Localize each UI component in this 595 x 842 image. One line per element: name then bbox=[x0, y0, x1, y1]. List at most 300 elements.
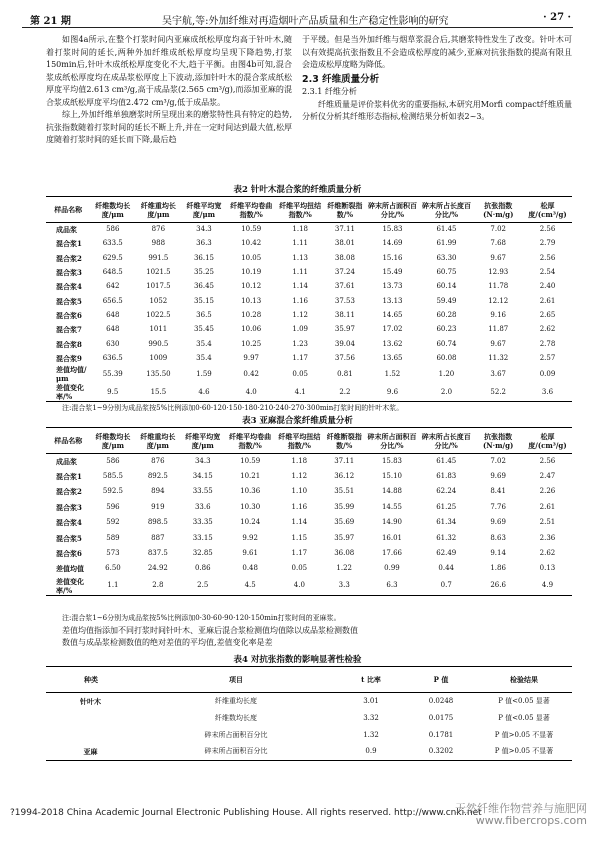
table-cell: 35.4 bbox=[196, 339, 212, 348]
table-cell: 876 bbox=[151, 225, 166, 234]
table-cell: 9.69 bbox=[490, 518, 506, 527]
row-label: 混合浆6 bbox=[56, 310, 82, 320]
row-label: 混合浆5 bbox=[56, 533, 82, 543]
table-cell: 26.6 bbox=[473, 577, 523, 596]
table-row bbox=[46, 530, 572, 545]
table-cell: 2.36 bbox=[539, 533, 556, 542]
table-cell: 35.97 bbox=[334, 325, 355, 334]
page-header bbox=[22, 10, 573, 28]
table-cell: 4.6 bbox=[182, 383, 227, 402]
table-cell: 34.15 bbox=[192, 472, 213, 481]
table-cell: 1022.5 bbox=[146, 310, 171, 319]
table-cell: 1.11 bbox=[292, 239, 308, 248]
table-cell: 1.12 bbox=[292, 310, 308, 319]
table-row bbox=[46, 454, 572, 469]
table-cell: 碎末所占面积百分比 bbox=[136, 744, 336, 761]
table-cell: 887 bbox=[151, 533, 165, 542]
table-cell: 0.1781 bbox=[428, 730, 454, 739]
table-cell: 0.86 bbox=[194, 564, 211, 573]
table-row bbox=[46, 323, 572, 337]
table-cell: 35.99 bbox=[334, 502, 355, 511]
table-cell: 4.0 bbox=[275, 577, 323, 596]
table-header-cell: 纤维断裂指数/% bbox=[324, 197, 365, 223]
section-heading: 2.3 纤维质量分析 bbox=[302, 73, 380, 85]
table-cell: 35.45 bbox=[193, 325, 214, 334]
table-cell: P 值>0.05 不显著 bbox=[476, 744, 572, 761]
table-header-cell: 碎末所占长度百分比/% bbox=[419, 428, 473, 454]
table-cell: 1.59 bbox=[196, 369, 212, 378]
table4-caption: 表4 对抗张指数的影响显著性检验 bbox=[233, 655, 362, 665]
table3-caption: 表3 亚麻混合浆纤维质量分析 bbox=[242, 416, 353, 426]
table-cell: 38.11 bbox=[334, 310, 355, 319]
table-cell: 6.50 bbox=[105, 564, 121, 573]
table4 bbox=[46, 666, 572, 761]
table-header-cell: 样品名称 bbox=[46, 428, 90, 454]
row-label: 混合浆8 bbox=[56, 339, 82, 349]
table-cell: 3.32 bbox=[363, 713, 379, 722]
row-label: 混合浆7 bbox=[56, 325, 82, 335]
table-cell: 38.01 bbox=[334, 239, 355, 248]
table-cell: 14.65 bbox=[382, 310, 403, 319]
table-cell: 60.14 bbox=[436, 282, 457, 291]
table-cell: 52.2 bbox=[473, 383, 522, 402]
table-cell: 1.09 bbox=[292, 325, 308, 334]
table-row bbox=[46, 265, 572, 279]
row-label: 混合浆3 bbox=[56, 268, 82, 278]
table-cell: 9.97 bbox=[243, 353, 259, 362]
table-cell: 15.10 bbox=[381, 472, 402, 481]
table-cell: 14.90 bbox=[381, 518, 402, 527]
table-cell: 10.36 bbox=[240, 487, 261, 496]
table-cell: 1.10 bbox=[291, 487, 308, 496]
table-cell: 13.13 bbox=[382, 296, 403, 305]
row-label: 亚麻 bbox=[46, 744, 136, 761]
table-cell: 15.83 bbox=[381, 456, 402, 465]
table-cell: 9.69 bbox=[490, 472, 506, 481]
row-label bbox=[46, 710, 136, 727]
table-cell: 592.5 bbox=[102, 487, 123, 496]
table-cell: 37.56 bbox=[334, 353, 355, 362]
table-header-cell: 松厚度/(cm³/g) bbox=[523, 428, 572, 454]
left-column bbox=[46, 34, 292, 147]
table-cell: 8.41 bbox=[490, 487, 506, 496]
table-cell: 586 bbox=[106, 456, 120, 465]
table-cell: 60.28 bbox=[436, 310, 457, 319]
table-cell: 32.85 bbox=[192, 549, 213, 558]
table-row bbox=[46, 500, 572, 515]
table-header-cell: t 比率 bbox=[336, 667, 406, 693]
row-label: 混合浆2 bbox=[56, 253, 82, 263]
table-cell: 1.18 bbox=[291, 456, 308, 465]
table-cell: 34.3 bbox=[196, 225, 212, 234]
table-cell: 1.52 bbox=[384, 369, 401, 378]
table-header-cell: 碎末所占长度百分比/% bbox=[419, 197, 473, 223]
table-cell: 17.02 bbox=[382, 325, 403, 334]
table-cell: 135.50 bbox=[146, 369, 171, 378]
table-cell: 16.01 bbox=[381, 533, 402, 542]
table-header-cell: 样品名称 bbox=[46, 197, 90, 223]
row-label: 差值均值 bbox=[56, 564, 84, 574]
table-cell: 0.05 bbox=[291, 564, 308, 573]
row-label: 混合浆1 bbox=[56, 239, 82, 249]
body-paragraph: 于平缓。但是当外加纤维与烟草浆混合后,其磨浆特性发生了改变。针叶木可以有效提高抗张指数且不会造成松厚度的减少,亚麻对抗张指数的提高有限且会造成松厚度略为降低。 bbox=[302, 35, 572, 69]
table-cell: 33.35 bbox=[192, 518, 213, 527]
table-cell: 35.51 bbox=[334, 487, 355, 496]
table-cell: 11.87 bbox=[488, 325, 509, 334]
table-cell: 0.0175 bbox=[428, 713, 454, 722]
table-cell: 0.09 bbox=[539, 369, 556, 378]
table-cell: 35.69 bbox=[334, 518, 355, 527]
table-cell: 6.3 bbox=[365, 577, 419, 596]
table-cell: P 值>0.05 不显著 bbox=[494, 730, 554, 739]
table-cell: 589 bbox=[106, 533, 120, 542]
row-label: 混合浆6 bbox=[56, 549, 82, 559]
table-cell: 1.22 bbox=[336, 564, 353, 573]
table-cell: 596 bbox=[106, 502, 120, 511]
table-cell: 纤维重均长度 bbox=[215, 696, 257, 705]
table-cell: 0.99 bbox=[384, 564, 400, 573]
table-cell: 2.62 bbox=[539, 549, 556, 558]
table-cell: 2.54 bbox=[539, 268, 556, 277]
table-cell: 0.0248 bbox=[428, 696, 454, 705]
table-row bbox=[46, 383, 572, 402]
table-cell: 63.30 bbox=[436, 253, 457, 262]
right-column bbox=[302, 34, 572, 124]
table-cell: 15.5 bbox=[135, 383, 181, 402]
table-cell: 59.49 bbox=[436, 296, 457, 305]
table-cell: 15.16 bbox=[382, 253, 403, 262]
table-cell: 1.15 bbox=[291, 533, 308, 542]
row-label: 差值均值/μm bbox=[56, 365, 87, 384]
table-cell: 61.25 bbox=[436, 502, 457, 511]
table-row bbox=[46, 351, 572, 365]
table-cell: 11.78 bbox=[488, 282, 509, 291]
body-paragraph: 差值均值指添加不同打浆时间针叶木、亚麻后混合浆检测值均值除以成品浆检测数值 bbox=[62, 626, 358, 635]
table-cell: 7.02 bbox=[490, 456, 506, 465]
table-cell: 1.86 bbox=[490, 564, 506, 573]
running-title: 吴宇航,等:外加纤维对再造烟叶产品质量和生产稳定性影响的研究 bbox=[162, 16, 449, 27]
table-cell: 61.45 bbox=[436, 456, 457, 465]
table-cell: 2.40 bbox=[539, 282, 556, 291]
table3 bbox=[46, 427, 572, 596]
table-cell: 9.16 bbox=[490, 310, 507, 319]
table-header-cell: 纤维平均卷曲指数/% bbox=[225, 428, 275, 454]
table-cell: 10.12 bbox=[241, 282, 262, 291]
row-label: 混合浆3 bbox=[56, 502, 82, 512]
table-cell: 573 bbox=[106, 549, 120, 558]
table-cell: 36.12 bbox=[334, 472, 355, 481]
table-cell: 9.6 bbox=[365, 383, 419, 402]
table-header-cell: 纤维数均长度/μm bbox=[90, 428, 135, 454]
table-cell: 876 bbox=[151, 456, 165, 465]
table-row bbox=[46, 561, 572, 576]
watermark-url: www.fibercrops.com bbox=[475, 814, 587, 827]
table-cell: 2.2 bbox=[324, 383, 365, 402]
table-row bbox=[46, 484, 572, 499]
table-cell: 12.93 bbox=[488, 268, 509, 277]
table-cell: 8.63 bbox=[490, 533, 506, 542]
table-cell: 0.3202 bbox=[406, 744, 476, 761]
table-cell: 3.6 bbox=[523, 383, 572, 402]
table-cell: 2.62 bbox=[539, 325, 556, 334]
table-cell: 1017.5 bbox=[146, 282, 171, 291]
table-cell: 9.92 bbox=[242, 533, 258, 542]
table-row bbox=[46, 727, 572, 744]
table-header-cell: 纤维平均扭结指数/% bbox=[275, 428, 323, 454]
table-cell: 4.9 bbox=[523, 577, 572, 596]
row-label: 混合浆4 bbox=[56, 282, 82, 292]
table-cell: 39.04 bbox=[334, 339, 355, 348]
row-label: 针叶木 bbox=[80, 696, 101, 706]
watermark-text: 天然纤维作物营养与施肥网 bbox=[455, 802, 587, 815]
row-label: 成品浆 bbox=[56, 225, 77, 235]
table-cell: 648.5 bbox=[102, 268, 123, 277]
table-cell: 2.56 bbox=[539, 225, 556, 234]
body-paragraph: 纤维质量是评价浆料优劣的重要指标,本研究用Morfi compact纤维质量分析仪分析其纤维形态指标,检测结果分析如表2~3。 bbox=[302, 99, 572, 121]
table-cell: 2.57 bbox=[539, 353, 556, 362]
table-cell: 55.39 bbox=[102, 369, 123, 378]
table-cell: 2.26 bbox=[539, 487, 556, 496]
table-cell: 592 bbox=[106, 518, 120, 527]
table-cell: 37.61 bbox=[334, 282, 355, 291]
table-header-cell: P 值 bbox=[406, 667, 476, 693]
table-cell: 60.08 bbox=[436, 353, 457, 362]
table-row bbox=[46, 337, 572, 351]
table-cell: 919 bbox=[151, 502, 165, 511]
table-header-cell: 种类 bbox=[46, 667, 136, 693]
table-cell: 2.61 bbox=[539, 502, 556, 511]
table-cell: 33.15 bbox=[192, 533, 213, 542]
table-cell: 2.79 bbox=[539, 239, 556, 248]
table-cell: 61.32 bbox=[436, 533, 457, 542]
table-cell: 35.97 bbox=[334, 533, 355, 542]
table-cell: 37.11 bbox=[334, 225, 355, 234]
table-header-cell: 抗张指数(N·m/g) bbox=[473, 428, 523, 454]
table-cell: 14.55 bbox=[381, 502, 402, 511]
table-cell: 586 bbox=[106, 225, 120, 234]
table-cell: 642 bbox=[106, 282, 120, 291]
table-cell: 4.0 bbox=[226, 383, 276, 402]
table-cell: P 值<0.05 显著 bbox=[498, 713, 550, 722]
table-cell: 13.62 bbox=[382, 339, 403, 348]
table-cell: 1.20 bbox=[438, 369, 455, 378]
table-row bbox=[46, 469, 572, 484]
table-cell: 0.9 bbox=[336, 744, 406, 761]
table-cell: 36.15 bbox=[193, 253, 214, 262]
page-number: · 27 · bbox=[543, 12, 571, 23]
row-label: 混合浆5 bbox=[56, 296, 82, 306]
table-cell: 10.59 bbox=[240, 456, 261, 465]
table-cell: 2.8 bbox=[135, 577, 180, 596]
table-row bbox=[46, 546, 572, 561]
table-row bbox=[46, 744, 572, 761]
table-cell: 7.02 bbox=[490, 225, 507, 234]
table-cell: 2.65 bbox=[539, 310, 556, 319]
table-cell: 1011 bbox=[149, 325, 168, 334]
table-cell: 碎末所占面积百分比 bbox=[204, 730, 268, 739]
table-cell: 10.42 bbox=[241, 239, 262, 248]
table-header-cell: 检验结果 bbox=[476, 667, 572, 693]
table-cell: 648 bbox=[106, 310, 120, 319]
row-label: 混合浆2 bbox=[56, 487, 82, 497]
table-cell: 1.11 bbox=[292, 268, 308, 277]
table-cell: 0.05 bbox=[292, 369, 308, 378]
table-row bbox=[46, 280, 572, 294]
table-cell: 837.5 bbox=[147, 549, 168, 558]
table-cell: 10.24 bbox=[240, 518, 261, 527]
table-cell: 10.05 bbox=[241, 253, 262, 262]
table-header-cell: 碎末所占面积百分比/% bbox=[365, 428, 419, 454]
table-cell: 24.92 bbox=[147, 564, 168, 573]
row-label: 差值变化率/% bbox=[46, 383, 90, 402]
table-cell: 36.5 bbox=[196, 310, 212, 319]
table-row bbox=[46, 237, 572, 251]
table-cell: 62.24 bbox=[436, 487, 457, 496]
watermark bbox=[455, 803, 587, 827]
subsection-heading: 2.3.1 纤维分析 bbox=[302, 87, 357, 96]
table-row bbox=[46, 223, 572, 237]
table-cell: 2.56 bbox=[539, 253, 556, 262]
table-cell: 61.83 bbox=[436, 472, 457, 481]
table-header-cell: 纤维数均长度/μm bbox=[90, 197, 135, 223]
table2-caption: 表2 针叶木混合浆的纤维质量分析 bbox=[233, 185, 362, 195]
table-cell: 630 bbox=[106, 339, 120, 348]
table-cell: 7.68 bbox=[490, 239, 507, 248]
table-row bbox=[46, 515, 572, 530]
table-cell: 988 bbox=[151, 239, 166, 248]
table2-note: 注:混合浆1~9分别为成品浆按5%比例添加0·60·120·150·180·210·240·270·300min打浆时间的针叶木浆。 bbox=[62, 404, 404, 412]
table-cell: 38.08 bbox=[334, 253, 355, 262]
table-row bbox=[46, 693, 572, 710]
row-label: 混合浆9 bbox=[56, 353, 82, 363]
table-cell: 10.19 bbox=[241, 268, 262, 277]
table-cell: 4.5 bbox=[225, 577, 275, 596]
table-cell: 10.59 bbox=[241, 225, 262, 234]
table-cell: 1.23 bbox=[292, 339, 308, 348]
table-cell: 1.32 bbox=[363, 730, 379, 739]
table-cell: 1.17 bbox=[291, 549, 308, 558]
table-cell: 9.5 bbox=[90, 383, 135, 402]
table-cell: 10.13 bbox=[241, 296, 262, 305]
table-cell: 9.67 bbox=[490, 253, 507, 262]
table-cell: 36.3 bbox=[196, 239, 212, 248]
table-cell: 35.4 bbox=[196, 353, 212, 362]
table-cell: 1.14 bbox=[292, 282, 308, 291]
row-label: 混合浆4 bbox=[56, 518, 82, 528]
table-row bbox=[46, 577, 572, 596]
table-cell: 15.83 bbox=[382, 225, 403, 234]
table-cell: 2.78 bbox=[539, 339, 556, 348]
table-cell: 14.88 bbox=[381, 487, 402, 496]
table-cell: 0.44 bbox=[438, 564, 454, 573]
row-label: 成品浆 bbox=[56, 456, 77, 466]
copyright-footer: ?1994-2018 China Academic Journal Electronic Publishing House. All rights reserved. http://www.cnki.net bbox=[10, 808, 482, 818]
table-header-cell: 项目 bbox=[136, 667, 336, 693]
table-cell: 9.14 bbox=[490, 549, 506, 558]
table-cell: 2.61 bbox=[539, 296, 556, 305]
table-row bbox=[46, 710, 572, 727]
table-cell: 15.49 bbox=[382, 268, 403, 277]
table-cell: 35.25 bbox=[193, 268, 214, 277]
table-cell: 61.45 bbox=[436, 225, 457, 234]
table-cell: 60.23 bbox=[436, 325, 457, 334]
table-cell: 37.11 bbox=[334, 456, 355, 465]
table-cell: 10.06 bbox=[241, 325, 262, 334]
table-cell: 0.42 bbox=[243, 369, 259, 378]
table-cell: 2.5 bbox=[180, 577, 225, 596]
table-row bbox=[46, 365, 572, 383]
body-paragraph: 数值与成品浆检测数值的绝对差值的平均值,差值变化率是差 bbox=[62, 638, 273, 647]
table-header-cell: 抗张指数(N·m/g) bbox=[473, 197, 522, 223]
table-cell: 61.99 bbox=[436, 239, 457, 248]
row-label: 混合浆1 bbox=[56, 472, 82, 482]
table-cell: 1.16 bbox=[292, 296, 308, 305]
table2 bbox=[46, 196, 572, 402]
table-cell: 37.53 bbox=[334, 296, 355, 305]
table-cell: 9.67 bbox=[490, 339, 507, 348]
table-cell: 2.56 bbox=[539, 456, 556, 465]
table-cell: 13.65 bbox=[382, 353, 403, 362]
table-row bbox=[46, 251, 572, 265]
table-cell: 1.12 bbox=[291, 472, 308, 481]
body-paragraph: 如图4a所示,在整个打浆时间内亚麻成纸松厚度均高于针叶木,随着打浆时间的延长,两种外加纤维成纸松厚度均呈现下降趋势,打浆150min后,针叶木成纸松厚度变化不大,趋于平衡。由图4b可知,混合浆成纸松厚度均在成品浆松厚度上下波动,添加针叶木的混合浆成纸松厚度平均值2.613 cm³/g,高于成品浆(2.565 cm³/g),而添加亚麻的混合浆成纸松厚度平均值2.472 cm³/g,低于成品浆。 bbox=[46, 35, 292, 107]
table-cell: 37.24 bbox=[334, 268, 355, 277]
row-label: 差值变化率/% bbox=[46, 577, 90, 596]
table-header-cell: 纤维重均长度/μm bbox=[135, 197, 181, 223]
table-cell: 62.49 bbox=[436, 549, 457, 558]
body-paragraph: 综上,外加纤维单独磨浆时所呈现出来的磨浆特性具有特定的趋势,抗张指数随着打浆时间的延长不断上升,并在一定时间达到最大值,松厚度随着打浆时间的延长而下降,最后趋 bbox=[46, 110, 292, 144]
table-cell: 10.30 bbox=[240, 502, 261, 511]
table-cell: 2.0 bbox=[419, 383, 473, 402]
table-header-cell: 松厚度/(cm³/g) bbox=[523, 197, 572, 223]
table3-note: 注:混合浆1~6分别为成品浆按5%比例添加0·30·60·90·120·150min打浆时间的亚麻浆。 bbox=[62, 614, 341, 622]
table-cell: 629.5 bbox=[102, 253, 123, 262]
table-cell: 3.01 bbox=[363, 696, 379, 705]
between-text bbox=[62, 625, 562, 649]
table-cell: 11.32 bbox=[488, 353, 509, 362]
table-cell: 10.28 bbox=[241, 310, 262, 319]
table-header-cell: 碎末所占面积百分比/% bbox=[365, 197, 419, 223]
table-cell: 2.47 bbox=[539, 472, 556, 481]
table-cell: 898.5 bbox=[147, 518, 168, 527]
table-header-cell: 纤维断裂指数/% bbox=[324, 428, 365, 454]
row-label bbox=[46, 727, 136, 744]
table-cell: 13.73 bbox=[382, 282, 403, 291]
table-cell: 61.34 bbox=[436, 518, 457, 527]
table-cell: 3.3 bbox=[324, 577, 365, 596]
table-header-cell: 纤维平均扭结指数/% bbox=[276, 197, 324, 223]
table-row bbox=[46, 294, 572, 308]
table-cell: 12.12 bbox=[488, 296, 509, 305]
table-cell: 1.13 bbox=[292, 253, 308, 262]
table-cell: 17.66 bbox=[381, 549, 402, 558]
table-cell: 0.13 bbox=[539, 564, 556, 573]
table-cell: 1.18 bbox=[292, 225, 308, 234]
table-row bbox=[46, 308, 572, 322]
table-cell: 1052 bbox=[149, 296, 168, 305]
table-cell: 36.08 bbox=[334, 549, 355, 558]
table-cell: 34.3 bbox=[194, 456, 211, 465]
table-cell: 990.5 bbox=[148, 339, 169, 348]
table-cell: 633.5 bbox=[102, 239, 123, 248]
table-cell: 1.16 bbox=[291, 502, 308, 511]
table-cell: 656.5 bbox=[102, 296, 123, 305]
table-cell: 14.69 bbox=[382, 239, 403, 248]
table-cell: P 值<0.05 显著 bbox=[498, 696, 550, 705]
table-cell: 585.5 bbox=[102, 472, 123, 481]
table-cell: 10.25 bbox=[241, 339, 262, 348]
table-cell: 1009 bbox=[149, 353, 168, 362]
